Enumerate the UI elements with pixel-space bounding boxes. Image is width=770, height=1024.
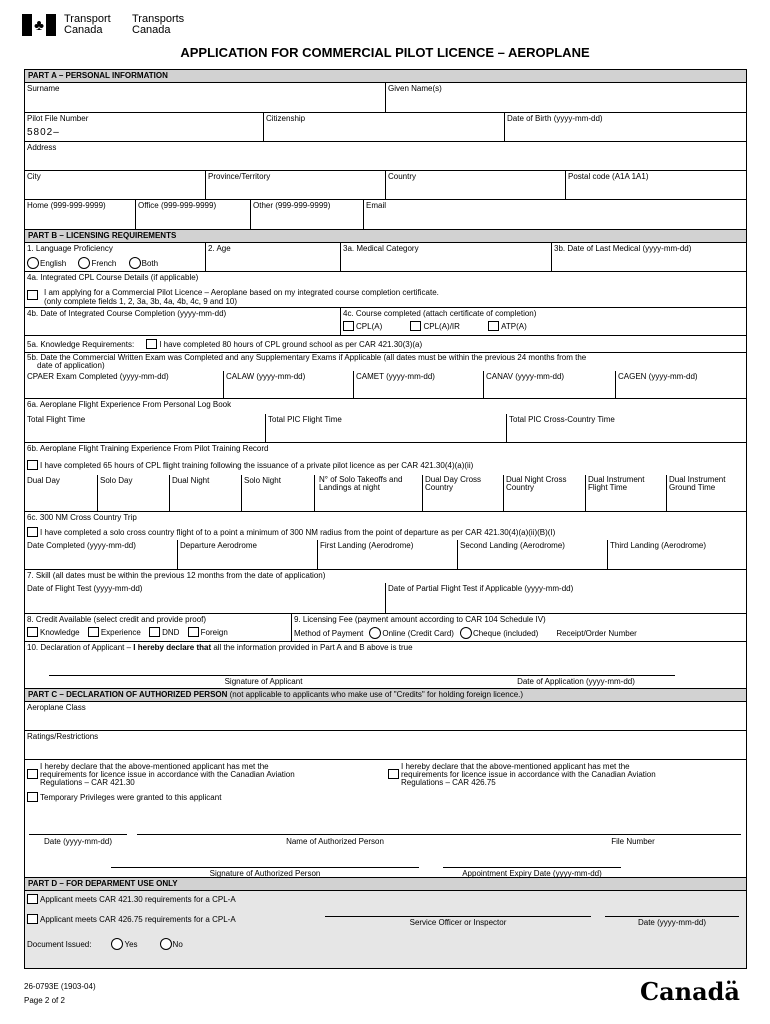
credit-foreign-checkbox[interactable]: Foreign	[188, 627, 228, 637]
part-b-heading: PART B – LICENSING REQUIREMENTS	[25, 230, 746, 243]
temp-privileges-checkbox[interactable]	[27, 792, 38, 802]
department-use-section	[25, 891, 746, 968]
applicant-signature-line[interactable]	[49, 675, 478, 676]
credit-section: 8. Credit Available (select credit and provide proof) Knowledge Experience DND Foreign	[25, 614, 292, 641]
second-landing-field[interactable]: Second Landing (Aerodrome)	[458, 540, 608, 569]
medical-category-field[interactable]: 3a. Medical Category	[341, 243, 552, 271]
flight-training-checkbox[interactable]	[27, 460, 38, 470]
form-number: 26-0793E (1903-04)	[24, 982, 96, 991]
solo-day-field[interactable]: Solo Day	[98, 475, 170, 511]
auth-signature-label: Signature of Authorized Person	[209, 869, 321, 878]
ground-school-checkbox[interactable]	[146, 339, 157, 349]
auth-date-line[interactable]	[29, 834, 127, 835]
dual-night-xc-field[interactable]: Dual Night Cross Country	[504, 475, 586, 511]
credit-knowledge-checkbox[interactable]: Knowledge	[27, 627, 80, 637]
solo-takeoffs-field[interactable]: N° of Solo Takeoffs and Landings at night	[315, 475, 423, 511]
dept-date-line[interactable]	[605, 916, 739, 917]
application-form	[24, 69, 747, 969]
pay-online-radio[interactable]: Online (Credit Card)	[369, 627, 454, 639]
total-pic-field[interactable]: Total PIC Flight Time	[266, 414, 507, 442]
course-completed-field: 4c. Course completed (attach certificate of completion) CPL(A) CPL(A)/IR ATP(A)	[343, 309, 537, 331]
departure-aerodrome-field[interactable]: Departure Aerodrome	[178, 540, 318, 569]
lang-french-radio[interactable]: French	[78, 257, 116, 269]
appt-expiry-line[interactable]	[443, 867, 621, 868]
flight-test-date-field[interactable]: Date of Flight Test (yyyy-mm-dd)	[25, 583, 386, 613]
email-field[interactable]: Email	[366, 201, 387, 210]
age-field[interactable]: 2. Age	[206, 243, 341, 271]
address-field[interactable]: Address	[27, 143, 57, 152]
q6c-section: 6c. 300 NM Cross Country Trip I have completed a solo cross country flight of to a point a minimum of 300 NM radius from the point of departure as per CAR 421.30(4)(a)(ii)(B)(I)	[27, 513, 556, 537]
meets-421-checkbox[interactable]: Applicant meets CAR 421.30 requirements for a CPL-A	[27, 894, 236, 904]
total-flight-field[interactable]: Total Flight Time	[25, 414, 266, 442]
dept-date-label: Date (yyyy-mm-dd)	[637, 918, 706, 927]
cpaer-field[interactable]: CPAER Exam Completed (yyyy-mm-dd)	[25, 371, 224, 398]
auth-name-line[interactable]	[137, 834, 535, 835]
auth-signature-line[interactable]	[111, 867, 419, 868]
cross-country-checkbox[interactable]	[27, 527, 38, 537]
first-landing-field[interactable]: First Landing (Aerodrome)	[318, 540, 458, 569]
q4a-section: 4a. Integrated CPL Course Details (if applicable) I am applying for a Commercial Pilot Licence – Aeroplane based on my integrated course completion certificate. (only complete fields 1, 2, 3a, 3b, 4a, 4b, 4c, 9 and 10)	[27, 273, 439, 306]
cpl-ir-checkbox[interactable]: CPL(A)/IR	[410, 321, 459, 331]
part-a-heading: PART A – PERSONAL INFORMATION	[25, 70, 746, 83]
course-completion-date-field[interactable]: 4b. Date of Integrated Course Completion (yyyy-mm-dd)	[25, 308, 341, 335]
decl-421-checkbox[interactable]	[27, 769, 38, 779]
application-date-line[interactable]	[477, 675, 675, 676]
dual-day-xc-field[interactable]: Dual Day Cross Country	[423, 475, 504, 511]
country-field[interactable]: Country	[386, 171, 566, 199]
pay-cheque-radio[interactable]: Cheque (included)	[460, 627, 538, 639]
credit-dnd-checkbox[interactable]: DND	[149, 627, 179, 637]
service-officer-label: Service Officer or Inspector	[409, 918, 507, 927]
meets-426-checkbox[interactable]: Applicant meets CAR 426.75 requirements for a CPL-A	[27, 914, 236, 924]
q7-label: 7. Skill (all dates must be within the previous 12 months from the date of application)	[27, 571, 326, 580]
given-names-field[interactable]: Given Name(s)	[388, 84, 442, 93]
file-number-label: File Number	[611, 837, 655, 846]
cagen-field[interactable]: CAGEN (yyyy-mm-dd)	[618, 372, 698, 381]
atp-checkbox[interactable]: ATP(A)	[488, 321, 527, 331]
calaw-field[interactable]: CALAW (yyyy-mm-dd)	[224, 371, 354, 398]
aeroplane-class-field[interactable]: Aeroplane Class	[27, 703, 86, 712]
total-pic-xc-field[interactable]: Total PIC Cross-Country Time	[509, 415, 615, 424]
third-landing-field[interactable]: Third Landing (Aerodrome)	[610, 541, 707, 550]
integrated-course-checkbox[interactable]	[27, 290, 38, 300]
pilot-file-field[interactable]: Pilot File Number 5802–	[25, 113, 264, 141]
camet-field[interactable]: CAMET (yyyy-mm-dd)	[354, 371, 484, 398]
pilot-file-value: 5802–	[27, 127, 60, 138]
language-field: 1. Language Proficiency English French Both	[25, 243, 206, 271]
authorized-declaration: I hereby declare that the above-mentioned applicant has met the requirements for licence issue in accordance with the Canadian Aviation Regulations – CAR 421.30 I hereby declare that the above-mentioned applicant has met the requirements for licence issue in accordance with the Canadian Aviation Regulations – CAR 426.75 Temporary Privileges were granted to this applicant Date (yyyy-mm-dd) Name of Authorized Person File Number Signature of Authorized Person Appointment Expiry Date (yyyy-mm-dd)	[25, 760, 746, 877]
last-medical-field[interactable]: 3b. Date of Last Medical (yyyy-mm-dd)	[554, 244, 692, 253]
canada-wordmark: Canadä	[640, 977, 740, 1006]
fee-section: 9. Licensing Fee (payment amount according to CAR 104 Schedule IV) Method of Payment Online (Credit Card) Cheque (included) Receipt/Order Number	[294, 615, 637, 638]
dual-instrument-ground-field[interactable]: Dual Instrument Ground Time	[669, 475, 726, 492]
dual-day-field[interactable]: Dual Day	[25, 475, 98, 511]
dept-name-fr: Transports Canada	[132, 13, 185, 36]
partial-test-date-field[interactable]: Date of Partial Flight Test if Applicable (yyyy-mm-dd)	[388, 584, 574, 593]
decl-426-checkbox[interactable]	[388, 769, 399, 779]
auth-date-label: Date (yyyy-mm-dd)	[43, 837, 112, 846]
part-d-heading: PART D – FOR DEPARMENT USE ONLY	[25, 878, 746, 891]
file-number-line[interactable]	[525, 834, 741, 835]
appt-expiry-label: Appointment Expiry Date (yyyy-mm-dd)	[462, 869, 602, 878]
auth-name-label: Name of Authorized Person	[286, 837, 384, 846]
part-c-heading: PART C – DECLARATION OF AUTHORIZED PERSON (not applicable to applicants who make use of "Credits" for holding foreign licence.)	[25, 689, 746, 702]
date-completed-field[interactable]: Date Completed (yyyy-mm-dd)	[25, 540, 178, 569]
q5b-section: 5b. Date the Commercial Written Exam was Completed and any Supplementary Exams if Applicable (all dates must be within the previous 24 months from the date of application)	[27, 353, 587, 370]
credit-experience-checkbox[interactable]: Experience	[88, 627, 141, 637]
document-issued-row: Document Issued: Yes No	[27, 939, 183, 949]
dual-instrument-flight-field[interactable]: Dual Instrument Flight Time	[586, 475, 667, 511]
home-phone-field[interactable]: Home (999-999-9999)	[25, 200, 136, 229]
lang-english-radio[interactable]: English	[27, 257, 66, 269]
city-field[interactable]: City	[25, 171, 206, 199]
province-field[interactable]: Province/Territory	[206, 171, 386, 199]
q5a-section: 5a. Knowledge Requirements: I have completed 80 hours of CPL ground school as per CAR 421.30(3)(a)	[27, 339, 423, 349]
solo-night-field[interactable]: Solo Night	[242, 475, 315, 511]
canada-flag-icon: ♣	[22, 14, 56, 36]
service-officer-line[interactable]	[325, 916, 591, 917]
citizenship-field[interactable]: Citizenship	[264, 113, 505, 141]
issued-no-radio[interactable]: No	[160, 938, 183, 950]
header-signature	[22, 14, 184, 40]
dept-name-en: Transport Canada	[64, 13, 111, 36]
applicant-declaration: 10. Declaration of Applicant – I hereby declare that all the information provided in Part A and B above is true Signature of Applicant Date of Application (yyyy-mm-dd)	[25, 642, 746, 688]
canav-field[interactable]: CANAV (yyyy-mm-dd)	[484, 371, 616, 398]
postal-code-field[interactable]: Postal code (A1A 1A1)	[568, 172, 649, 181]
ratings-field[interactable]: Ratings/Restrictions	[27, 732, 99, 741]
dual-night-field[interactable]: Dual Night	[170, 475, 242, 511]
office-phone-field[interactable]: Office (999-999-9999)	[136, 200, 251, 229]
dob-field[interactable]: Date of Birth (yyyy-mm-dd)	[507, 114, 603, 123]
lang-both-radio[interactable]: Both	[129, 257, 158, 269]
issued-yes-radio[interactable]: Yes	[111, 938, 137, 950]
q6a-label: 6a. Aeroplane Flight Experience From Personal Log Book	[27, 400, 232, 409]
cpl-checkbox[interactable]: CPL(A)	[343, 321, 382, 331]
q6b-section: 6b. Aeroplane Flight Training Experience From Pilot Training Record I have completed 65 hours of CPL flight training following the issuance of a private pilot licence as per CAR 421.30(4)(a)(ii)	[27, 444, 474, 470]
surname-field[interactable]: Surname	[25, 83, 386, 112]
signature-applicant-label: Signature of Applicant	[224, 677, 303, 686]
other-phone-field[interactable]: Other (999-999-9999)	[251, 200, 364, 229]
page-number: Page 2 of 2	[24, 996, 65, 1005]
date-application-label: Date of Application (yyyy-mm-dd)	[517, 677, 635, 686]
form-title: APPLICATION FOR COMMERCIAL PILOT LICENCE – AEROPLANE	[180, 45, 590, 60]
receipt-number-field[interactable]: Receipt/Order Number	[556, 628, 637, 638]
